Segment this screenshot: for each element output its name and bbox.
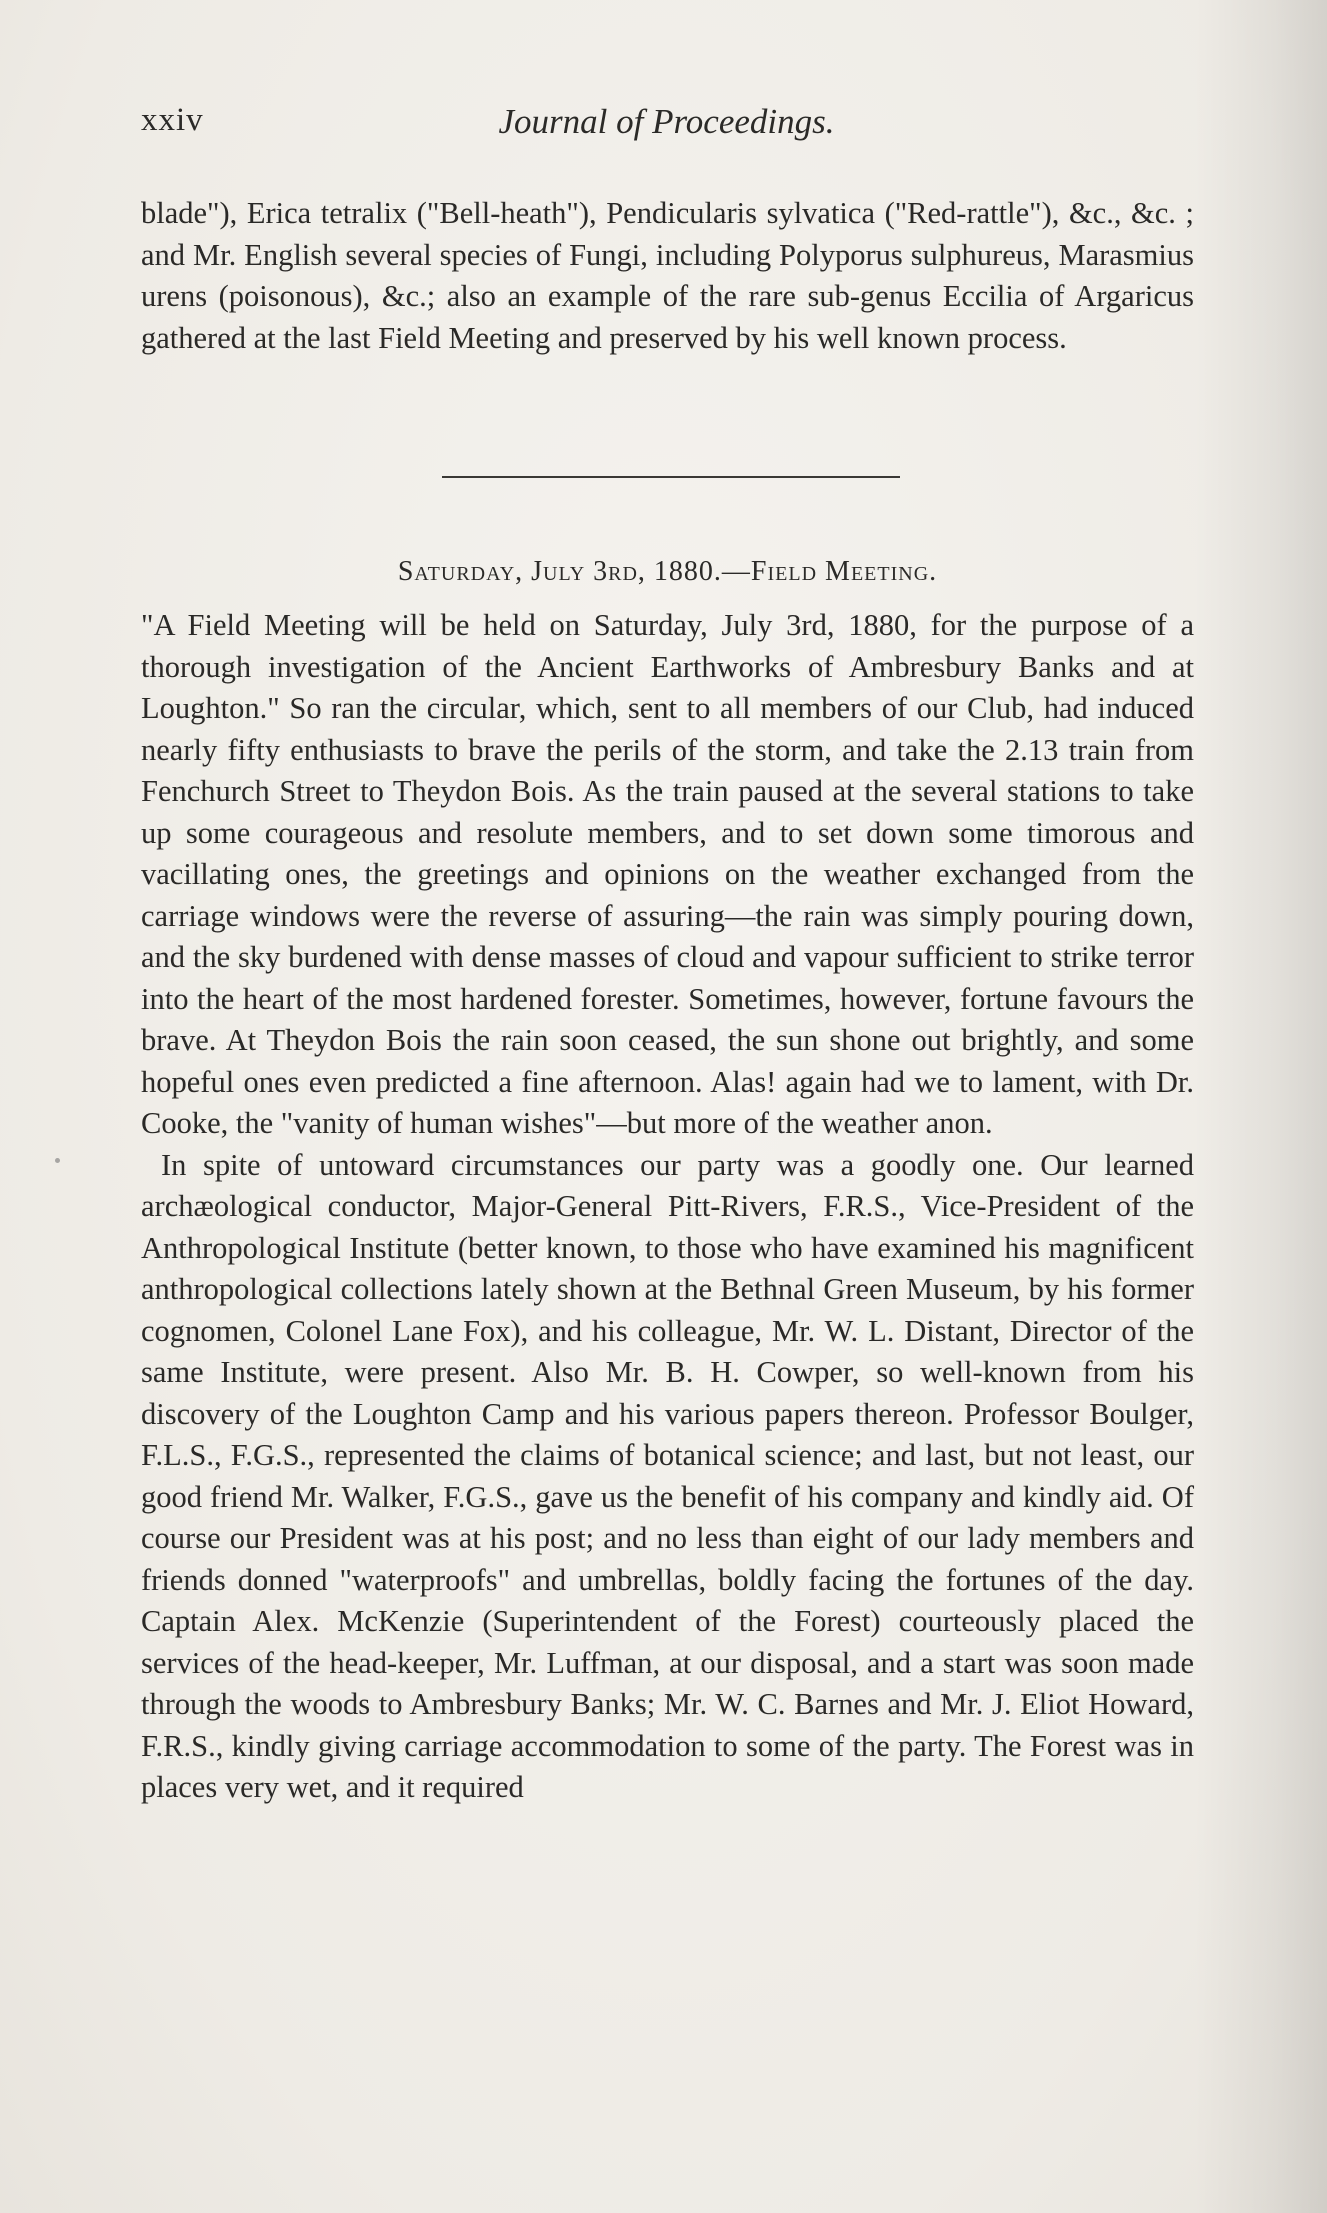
section-divider xyxy=(442,476,900,478)
running-title: Journal of Proceedings. xyxy=(498,102,835,141)
main-text xyxy=(141,605,1194,1809)
top-paragraph xyxy=(141,193,1194,359)
paragraph-2: In spite of untoward circumstances our party was a goodly one. Our learned archæological conductor, Major-General Pitt-Rivers, F.R.S., Vice-President of the Anthropological Institute (better known, to those who have examined his magnificent anthropological collections lately shown at the Bethnal Green Museum, by his former cognomen, Colonel Lane Fox), and his colleague, Mr. W. L. Distant, Director of the same Institute, were present. Also Mr. B. H. Cowper, so well-known from his discovery of the Loughton Camp and his various papers thereon. Professor Boulger, F.L.S., F.G.S., represented the claims of botanical science; and last, but not least, our good friend Mr. Walker, F.G.S., gave us the benefit of his company and kindly aid. Of course our President was at his post; and no less than eight of our lady members and friends donned "waterproofs" and umbrellas, boldly facing the fortunes of the day. Captain Alex. McKenzie (Superintendent of the Forest) courteously placed the services of the head-keeper, Mr. Luffman, at our disposal, and a start was soon made through the woods to Ambresbury Banks; Mr. W. C. Barnes and Mr. J. Eliot Howard, F.R.S., kindly giving carriage accommodation to some of the party. The Forest was in places very wet, and it required xyxy=(141,1147,1194,1804)
ink-speck xyxy=(55,1158,60,1163)
page-header xyxy=(141,102,1192,152)
top-paragraph-text: blade"), Erica tetralix ("Bell-heath"), Pendicularis sylvatica ("Red-rattle"), &c., &c. ; and Mr. English several species of Fungi, including Polyporus sulphureus, Marasmius urens (poisonous), &c.; also an example of the rare sub-genus Eccilia of Argaricus gathered at the last Field Meeting and preserved by his well known process. xyxy=(141,196,1194,355)
paragraph-1: "A Field Meeting will be held on Saturday, July 3rd, 1880, for the purpose of a thorough investigation of the Ancient Earthworks of Ambresbury Banks and at Loughton." So ran the circular, which, sent to all members of our Club, had induced nearly fifty enthusiasts to brave the perils of the storm, and take the 2.13 train from Fenchurch Street to Theydon Bois. As the train paused at the several stations to take up some courageous and resolute members, and to set down some timorous and vacillating ones, the greetings and opinions on the weather exchanged from the carriage windows were the reverse of assuring—the rain was simply pouring down, and the sky burdened with dense masses of cloud and vapour sufficient to strike terror into the heart of the most hardened forester. Sometimes, however, fortune favours the brave. At Theydon Bois the rain soon ceased, the sun shone out brightly, and some hopeful ones even predicted a fine afternoon. Alas! again had we to lament, with Dr. Cooke, the "vanity of human wishes"—but more of the weather anon. xyxy=(141,608,1194,1140)
section-heading: Saturday, July 3rd, 1880.—Field Meeting. xyxy=(397,556,938,587)
page-number: xxiv xyxy=(141,102,204,138)
